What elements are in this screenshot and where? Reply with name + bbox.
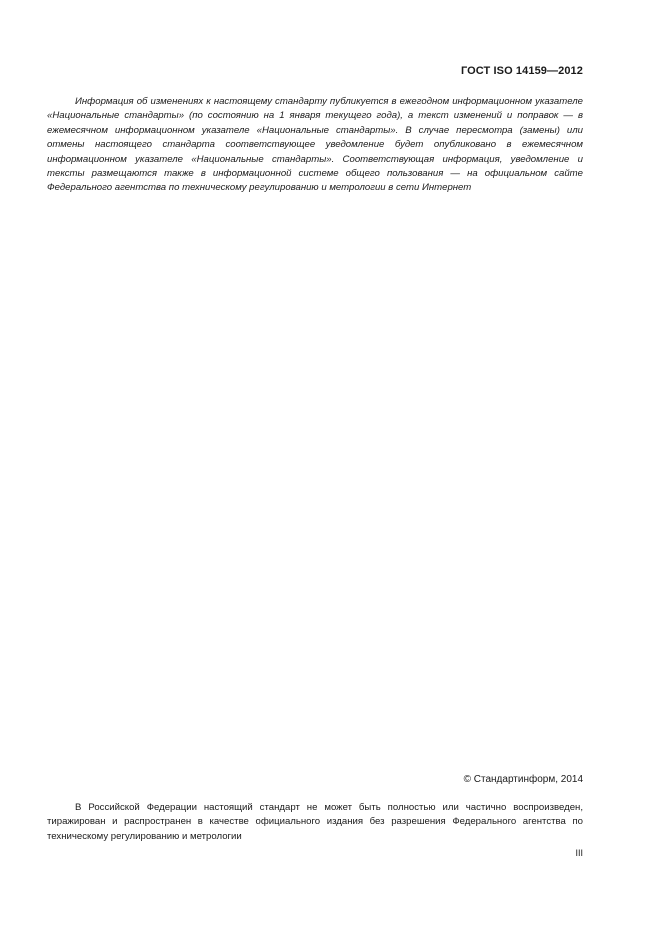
standard-code-header: ГОСТ ISO 14159—2012 — [460, 65, 583, 77]
page-number: III — [575, 848, 583, 858]
copyright-line: © Стандартинформ, 2014 — [463, 774, 583, 785]
reproduction-rights-notice: В Российской Федерации настоящий стандарт не может быть полностью или частично воспроизведен, тиражирован и распространен в качестве официального издания без разрешения Федерального агентства по техническому регулированию и метрологии — [47, 802, 583, 842]
amendments-notice — [47, 95, 583, 196]
notice-paragraph: Информация об изменениях к настоящему стандарту публикуется в ежегодном информационном указателе «Национальные стандарты» (по состоянию на 1 января текущего года), а текст изменений и поправок — в ежемесячном информационном указателе «Национальные стандарты». В случае пересмотра (замены) или отмены настоящего стандарта соответствующее уведомление будет опубликовано в ежемесячном информационном указателе «Национальные стандарты». Соответствующая информация, уведомление и тексты размещаются также в информационной системе общего пользования — на официальном сайте Федерального агентства по техническому регулированию и метрологии в сети Интернет — [47, 96, 583, 194]
